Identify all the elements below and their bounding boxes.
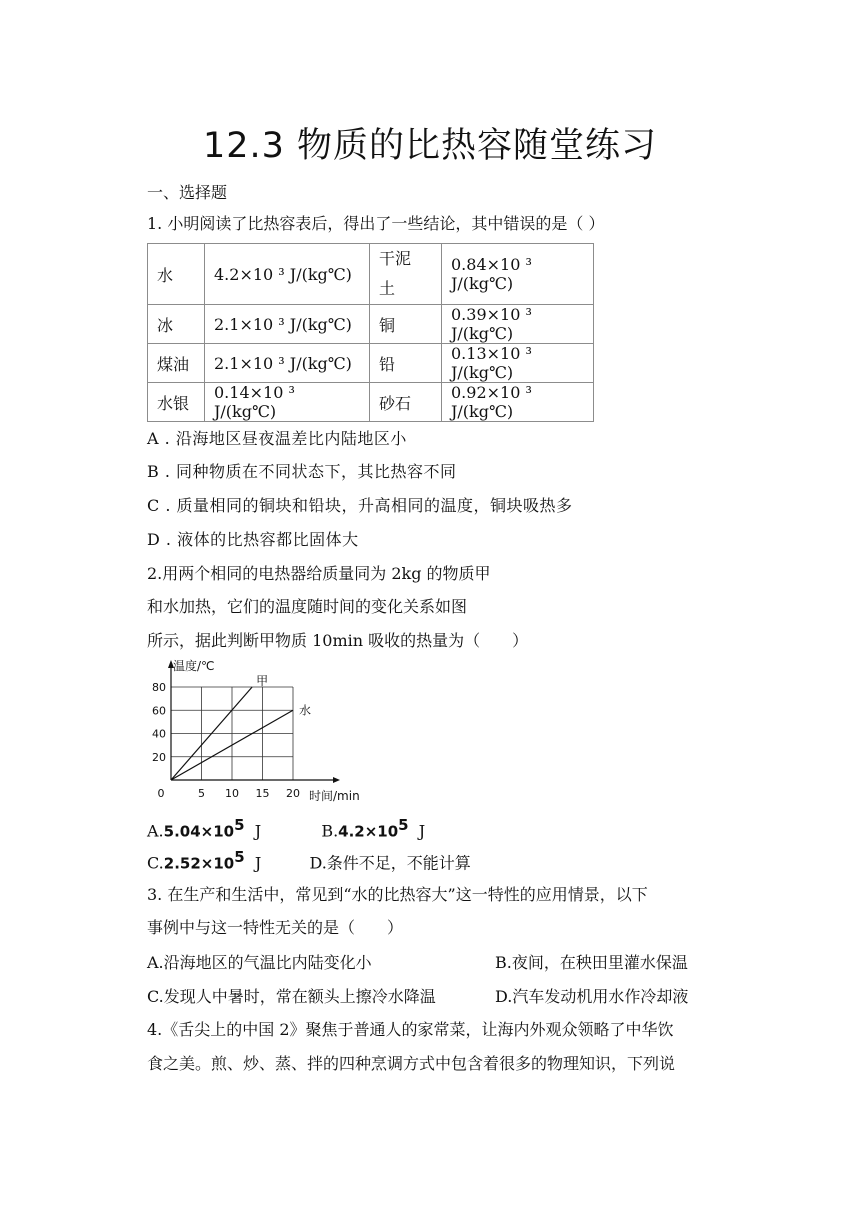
option-b-unit: J (418, 821, 426, 841)
question-1-option-d: D . 液体的比热容都比固体大 (147, 530, 359, 549)
table-cell: 铜 (370, 305, 442, 344)
table-row (148, 244, 594, 305)
series-label: 水 (299, 703, 312, 718)
table-cell (370, 244, 442, 305)
option-c-prefix: C. (147, 853, 164, 873)
question-1-stem: 1. 小明阅读了比热容表后，得出了一些结论，其中错误的是（ ） (147, 214, 605, 233)
table-row (148, 305, 594, 344)
x-tick-label: 15 (255, 787, 270, 800)
section-heading: 一、选择题 (147, 183, 228, 202)
grid (171, 687, 293, 780)
table-cell: 2.1×10 ³ J/(kg℃) (205, 344, 370, 383)
question-2-options-row-1 (147, 816, 425, 840)
question-1-option-a: A . 沿海地区昼夜温差比内陆地区小 (147, 429, 407, 448)
question-3-line: 事例中与这一特性无关的是（ ） (147, 918, 404, 937)
table-cell: 煤油 (148, 344, 205, 383)
table-cell: 0.39×10 ³ J/(kg℃) (442, 305, 594, 344)
option-b-exponent: 5 (398, 816, 409, 834)
table-cell-text: 干泥土 (379, 249, 412, 298)
option-c-unit: J (254, 853, 262, 873)
y-tick-label: 80 (152, 681, 166, 694)
x-tick-label: 20 (286, 787, 300, 800)
table-cell: 0.84×10 ³ J/(kg℃) (442, 244, 594, 305)
y-tick-label: 60 (152, 704, 166, 718)
option-c-exponent: 5 (234, 848, 245, 866)
tick-labels (152, 681, 300, 800)
option-b-prefix: B. (321, 821, 339, 841)
question-1-option-c: C . 质量相同的铜块和铅块，升高相同的温度，铜块吸热多 (147, 496, 573, 515)
option-c-value: 2.52×10 (163, 854, 235, 873)
option-d: D.条件不足，不能计算 (309, 853, 471, 873)
question-2-line: 和水加热，它们的温度随时间的变化关系如图 (147, 597, 468, 616)
page-title: 12.3 物质的比热容随堂练习 (202, 126, 658, 166)
question-1-option-b: B . 同种物质在不同状态下，其比热容不同 (147, 462, 457, 481)
question-4-line: 食之美。煎、炒、蒸、拌的四种烹调方式中包含着很多的物理知识，下列说 (147, 1054, 676, 1073)
question-3-option-b: B.夜间，在秧田里灌水保温 (495, 953, 688, 972)
y-tick-label: 20 (152, 750, 166, 764)
question-2-line: 所示，据此判断甲物质 10min 吸收的热量为（ ） (147, 631, 529, 650)
table-cell: 4.2×10 ³ J/(kg℃) (205, 244, 370, 305)
question-2-line: 2.用两个相同的电热器给质量同为 2kg 的物质甲 (147, 564, 491, 583)
option-a-prefix: A. (147, 821, 164, 841)
table-cell: 水 (148, 244, 205, 305)
x-axis-arrow (333, 777, 340, 783)
table-cell: 铅 (370, 344, 442, 383)
specific-heat-table (147, 243, 594, 422)
question-3-option-a: A.沿海地区的气温比内陆变化小 (147, 953, 372, 972)
x-axis-label: 时间/min (309, 789, 360, 803)
series-label: 甲 (256, 674, 269, 688)
table-cell: 0.14×10 ³ J/(kg℃) (205, 383, 370, 422)
option-a-exponent: 5 (234, 816, 245, 834)
option-b-value: 4.2×10 (338, 822, 399, 841)
table-cell: 冰 (148, 305, 205, 344)
y-tick-label: 40 (152, 727, 166, 741)
table-row (148, 344, 594, 383)
question-4-line: 4.《舌尖上的中国 2》聚焦于普通人的家常菜，让海内外观众领略了中华饮 (147, 1020, 674, 1039)
option-a-unit: J (254, 821, 262, 841)
question-3-option-c: C.发现人中暑时，常在额头上擦冷水降温 (147, 987, 436, 1006)
question-3-option-d: D.汽车发动机用水作冷却液 (495, 987, 689, 1006)
x-tick-label: 0 (157, 787, 165, 800)
table-cell: 0.92×10 ³ J/(kg℃) (442, 383, 594, 422)
table-row (148, 383, 594, 422)
y-axis-label: 温度/℃ (173, 659, 215, 673)
option-a-value: 5.04×10 (163, 822, 235, 841)
question-3-line: 3. 在生产和生活中，常见到“水的比热容大”这一特性的应用情景，以下 (147, 885, 648, 904)
question-2-options-row-2 (147, 848, 471, 873)
x-tick-label: 5 (198, 787, 205, 800)
axes (168, 660, 340, 783)
table-cell: 0.13×10 ³ J/(kg℃) (442, 344, 594, 383)
temperature-time-graph (143, 656, 373, 806)
table-cell: 水银 (148, 383, 205, 422)
table-cell: 砂石 (370, 383, 442, 422)
series (171, 674, 311, 780)
x-tick-label: 10 (225, 787, 239, 800)
table-cell: 2.1×10 ³ J/(kg℃) (205, 305, 370, 344)
